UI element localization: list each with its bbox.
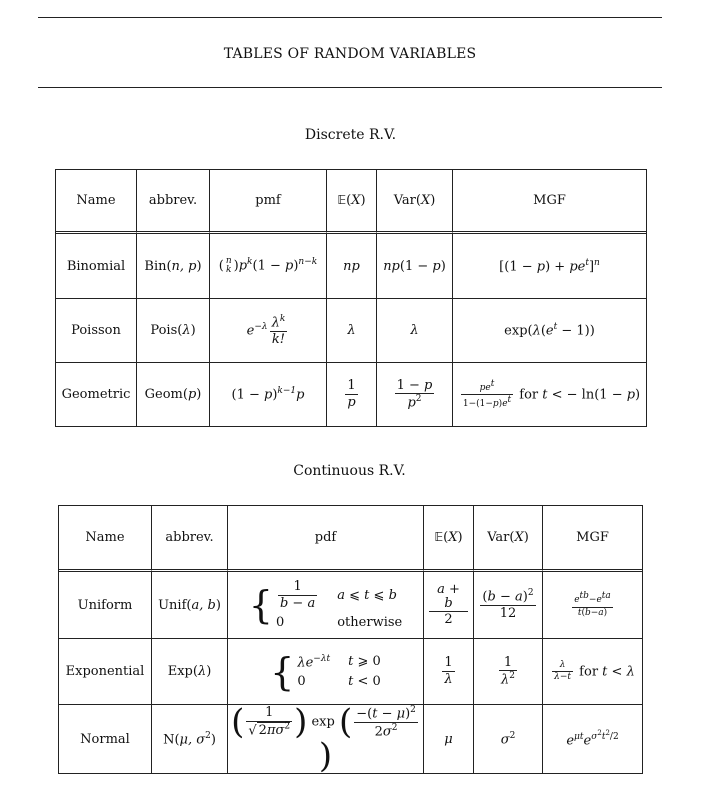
header-abbrev: abbrev. (137, 170, 210, 234)
header-name: Name (56, 170, 137, 234)
header-variance: Var(X) (474, 506, 543, 572)
row-variance: $\frac{1}{\lambda^2}$ (474, 638, 543, 704)
row-name: Geometric (56, 362, 137, 426)
row-abbrev: Bin(n, p) (137, 234, 210, 298)
top-rule (38, 17, 662, 18)
row-pdf: { $\frac{1}{b - a}$ a ⩽ t ⩽ b 0 otherwise (228, 572, 424, 638)
row-mgf: $\frac{e^{tb}-e^{ta}}{t(b-a)}$ (574, 591, 611, 618)
row-abbrev: N(μ, $\sigma^2$) (152, 704, 228, 773)
row-name: Binomial (56, 234, 137, 298)
row-abbrev: Pois(λ) (137, 298, 210, 362)
row-mean: $\frac{a + b}{2}$ (424, 572, 474, 638)
row-variance: np(1 − p) (377, 234, 453, 298)
title-underline-rule (38, 87, 662, 88)
table-row (59, 638, 642, 704)
row-mgf: $e^{\mu t}e^{\sigma^2t^2/2}$ (543, 704, 642, 773)
row-variance: $\sigma^2$ (474, 704, 543, 773)
header-abbrev: abbrev. (152, 506, 228, 572)
discrete-header-row (56, 170, 646, 234)
row-name: Exponential (59, 638, 152, 704)
table-row (59, 572, 642, 638)
header-pdf: pdf (228, 506, 424, 572)
row-mean: μ (424, 704, 474, 773)
row-mean: $\frac{1}{p}$ (327, 362, 377, 426)
row-variance: λ (377, 298, 453, 362)
row-abbrev: Exp(λ) (152, 638, 228, 704)
row-mgf: $[(1 - p) + pe^t]^n$ (499, 257, 600, 275)
header-variance: Var(X) (377, 170, 453, 234)
header-name: Name (59, 506, 152, 572)
table-row (59, 704, 642, 773)
row-variance: $\frac{1 - p}{p^2}$ (377, 362, 453, 426)
row-pdf: ( $\frac{1}{√ 2\pi\sigma^2}$ ) exp ( $\frac{-(t - \mu)^2}{2\sigma^2}$ ) (228, 704, 424, 773)
row-name: Normal (59, 704, 152, 773)
table-row (56, 298, 646, 362)
row-variance: $\frac{(b - a)^2}{12}$ (474, 572, 543, 638)
header-mean: 𝔼(X) (424, 506, 474, 572)
row-mean: np (327, 234, 377, 298)
row-pmf: $e^{-\lambda}$ $\frac{\lambda^k}{k!}$ (210, 298, 327, 362)
row-mgf: $\frac{pe^t}{1-(1-p)e^t}$ for t < − ln(1 − p) (453, 362, 646, 426)
row-name: Uniform (59, 572, 152, 638)
row-abbrev: Unif(a, b) (152, 572, 228, 638)
continuous-section-title: Continuous R.V. (293, 463, 406, 479)
continuous-header-row (59, 506, 642, 572)
discrete-table (55, 169, 647, 427)
row-pdf: { $\lambda e^{-\lambda t}$ t ⩾ 0 0 t < 0 (228, 638, 424, 704)
continuous-table (58, 505, 643, 774)
table-row (56, 362, 646, 426)
table-row (56, 234, 646, 298)
header-mean: 𝔼(X) (327, 170, 377, 234)
row-mgf: $\exp(\lambda(e^t - 1))$ (453, 298, 646, 362)
header-pmf: pmf (210, 170, 327, 234)
row-pmf: ( n k )$p^k(1 - p)^{n-k}$ (210, 234, 327, 298)
row-pmf: $(1 - p)^{k-1}p$ (210, 362, 327, 426)
row-abbrev: Geom(p) (137, 362, 210, 426)
document-title: TABLES OF RANDOM VARIABLES (223, 46, 477, 62)
row-mean: $\frac{1}{\lambda}$ (424, 638, 474, 704)
row-mean: λ (327, 298, 377, 362)
row-mgf: $\frac{\lambda}{\lambda-t}$ for t < λ (543, 638, 642, 704)
header-mgf: MGF (453, 170, 646, 234)
header-mgf: MGF (543, 506, 642, 572)
discrete-section-title: Discrete R.V. (304, 127, 397, 143)
row-name: Poisson (56, 298, 137, 362)
